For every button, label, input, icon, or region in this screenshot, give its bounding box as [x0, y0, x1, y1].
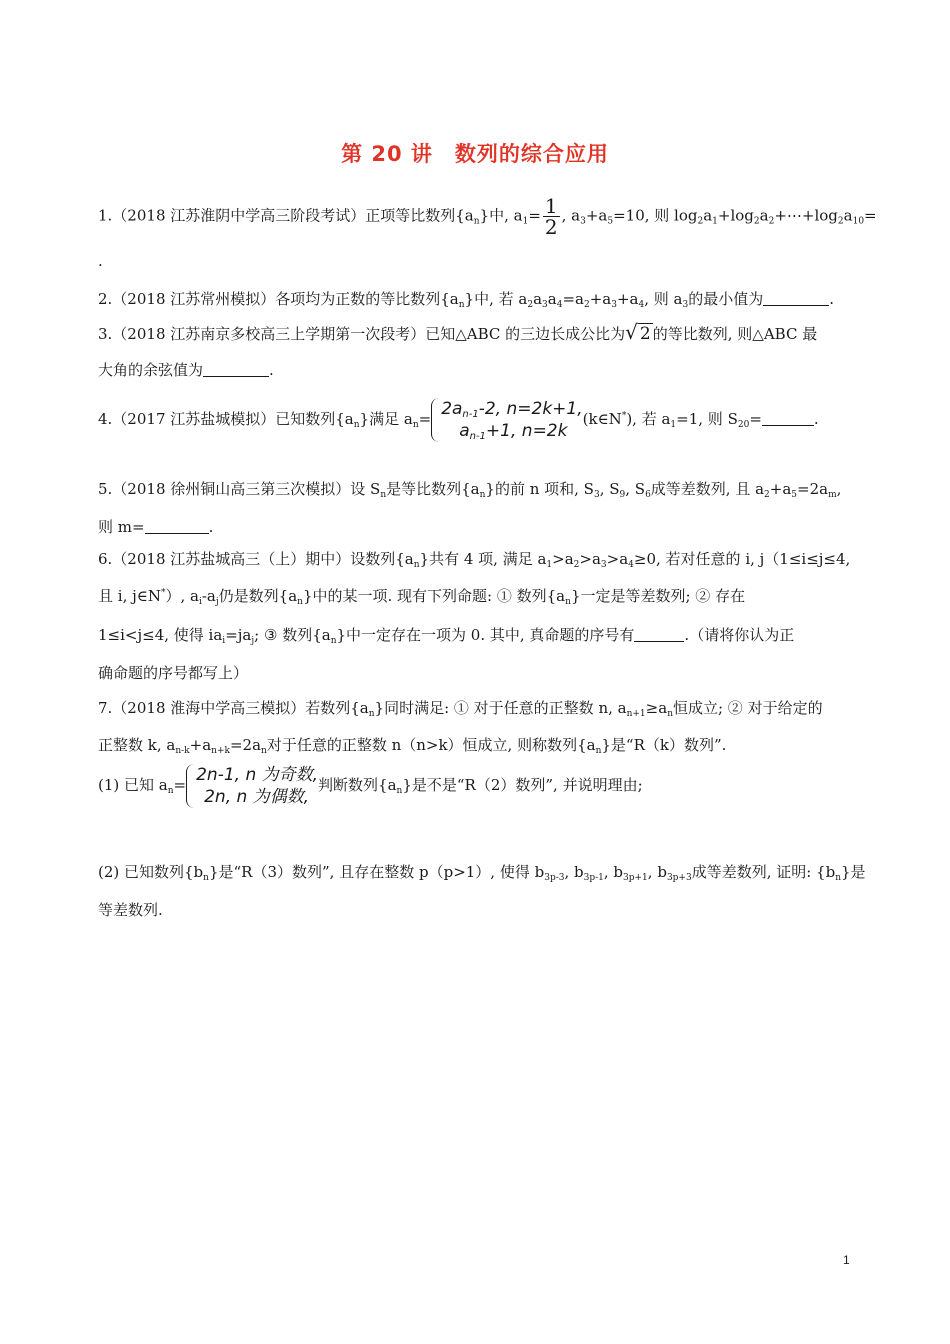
question-6-line-4: 确命题的序号都写上） — [98, 664, 249, 682]
answer-blank[interactable] — [203, 362, 269, 377]
question-7-part-2-line-1: (2) 已知数列$\{b_n\}$是“R（3）数列”, 且存在整数 p（p>1）, 使得 $b_{3p-3}$, $b_{3p-1}$, $b_{3p+1}$, $b_{3p+3}$成等差数列, 证明: $\{b_n\}$是 — [98, 863, 866, 883]
answer-blank[interactable] — [763, 291, 829, 306]
question-3-line-2: 大角的余弦值为 . — [98, 361, 274, 379]
question-5-line-1: 5.（2018 徐州铜山高三第三次模拟）设 $S_n$是等比数列$\{a_n\}$的前 n 项和, $S_3$, $S_9$, $S_6$成等差数列, 且 $a_2+a_5=2a_m$, — [98, 480, 842, 500]
left-brace — [431, 398, 440, 442]
page-number: 1 — [843, 1253, 850, 1267]
question-6-line-2: 且 i, j∈N*）, $a_i-a_j$仍是数列$\{a_n\}$中的某一项. 现有下列命题: ① 数列$\{a_n\}$一定是等差数列; ② 存在 — [98, 587, 746, 607]
question-2: 2.（2018 江苏常州模拟）各项均为正数的等比数列$\{a_n\}$中, 若 $a_2a_3a_4=a_2+a_3+a_4$, 则 $a_3$的最小值为 . — [98, 290, 834, 310]
question-7-part-2-line-2: 等差数列. — [98, 901, 163, 919]
answer-blank[interactable] — [145, 519, 209, 534]
question-7-line-1: 7.（2018 淮海中学高三模拟）若数列$\{a_n\}$同时满足: ① 对于任意的正整数 n, $a_{n+1}\ge a_n$恒成立; ② 对于给定的 — [98, 699, 823, 719]
question-3-line-1: 3.（2018 江苏南京多校高三上学期第一次段考）已知△ABC 的三边长成公比为√ 2 的等比数列, 则△ABC 最 — [98, 320, 818, 344]
question-7-part-1: (1) 已知 $a_n=$ 2n-1, n 为奇数, 2n, n 为偶数, 判断数列$\{a_n\}$是不是“R（2）数列”, 并说明理由; — [98, 765, 643, 807]
answer-blank[interactable] — [634, 627, 684, 642]
question-6-line-3: 1≤i<j≤4, 使得 $ia_i=ja_j$; ③ 数列$\{a_n\}$中一定存在一项为 0. 其中, 真命题的序号有 .（请将你认为正 — [98, 626, 795, 646]
question-7-line-2: 正整数 k, $a_{n-k}+a_{n+k}=2a_n$对于任意的正整数 n（n>k）恒成立, 则称数列$\{a_n\}$是“R（k）数列”. — [98, 736, 727, 756]
piecewise-definition: 2n-1, n 为奇数, 2n, n 为偶数, — [186, 764, 318, 808]
question-4: 4.（2017 江苏盐城模拟）已知数列$\{a_n\}$满足 $a_n=$ $2a_{n-1}-2$, n=2k+1, $a_{n-1}+1$, n=2k (k∈N*), 若 $a_1=1$, 则 $S_{20}=$ . — [98, 399, 819, 442]
piecewise-definition: $2a_{n-1}-2$, n=2k+1, $a_{n-1}+1$, n=2k — [431, 398, 582, 442]
fraction-one-half: $\frac{1}{2}$ — [544, 194, 558, 239]
page-title: 第 20 讲 数列的综合应用 — [341, 142, 609, 166]
question-1: 1.（2018 江苏淮阴中学高三阶段考试）正项等比数列$\{a_n\}$中, $a_1=$ $\frac{1}{2}$ , $a_3+a_5=10$, 则 $\log_2a_1+\log_2a_2+\cdots+\log_2a_{10}=$ — [98, 194, 877, 239]
question-1-answer-dot: . — [98, 252, 103, 270]
question-6-line-1: 6.（2018 江苏盐城高三（上）期中）设数列$\{a_n\}$共有 4 项, 满足 $a_1>a_2>a_3>a_4\ge 0$, 若对任意的 i, j（1≤i≤j≤4, — [98, 550, 851, 570]
answer-blank[interactable] — [762, 411, 814, 426]
left-brace — [186, 764, 195, 808]
question-5-line-2: 则 m= . — [98, 518, 214, 536]
sqrt-two: √ 2 — [625, 320, 651, 344]
